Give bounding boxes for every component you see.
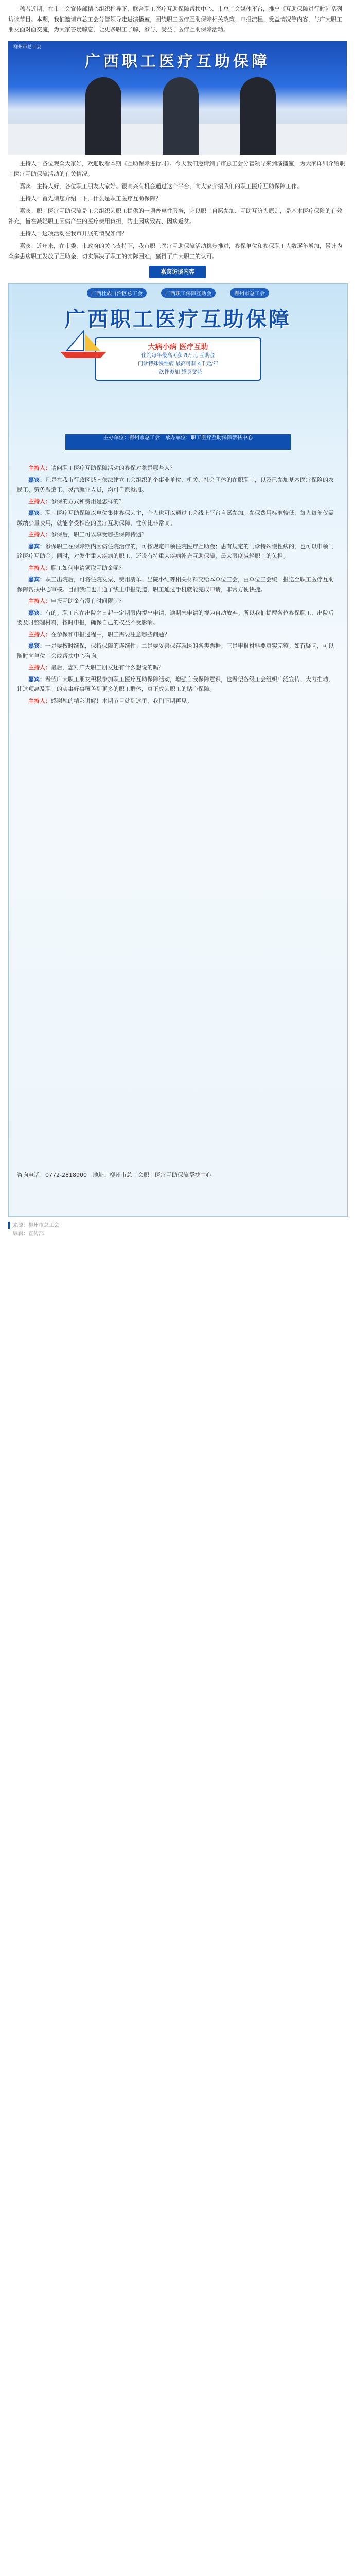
qa-paragraph [17,696,339,706]
qa-text: 职工如何申请领取互助金呢？ [51,564,125,571]
poster-card [95,337,261,381]
body-text [0,159,355,262]
qa-text: 职工医疗互助保障以单位集体参保为主，个人也可以通过工会线上平台自愿参加。参保费用标准较低，每人每年仅需缴纳少量费用，就能享受相应的医疗互助保障，性价比非常高。 [17,510,334,527]
sailboat-icon [55,329,112,360]
qa-speaker: 主持人： [28,631,51,638]
qa-speaker: 嘉宾： [28,609,45,616]
photo-person [240,77,276,155]
info-poster [8,283,348,1217]
qa-paragraph [17,475,339,495]
qa-text: 一是要按时续保，保持保障的连续性；二是要妥善保存就医的各类票据；三是申报材料要真实完整。如有疑问，可以随时向单位工会或帮扶中心咨询。 [17,642,334,659]
qa-paragraph [17,663,339,673]
qa-speaker: 嘉宾： [28,576,45,583]
poster-org: 柳州市总工会 [230,288,269,298]
poster-slogan: 大病小病 医疗互助 [148,343,208,351]
qa-speaker: 嘉宾： [28,543,45,550]
photo-org-label: 柳州市总工会 [13,45,42,50]
body-paragraph: 嘉宾：近年来，在市委、市政府的关心支持下，我市职工医疗互助保障活动稳步推进，参保单位和参保职工人数逐年增加，累计为众多患病职工发放了互助金，切实解决了职工的实际困难，赢得了广大职工的认可。 [8,243,342,260]
poster-org: 广西壮族自治区总工会 [87,288,147,298]
qa-speaker: 嘉宾： [28,642,45,649]
qa-text: 参保后，职工可以享受哪些保障待遇？ [51,531,147,538]
qa-text: 申报互助金有没有时间限制？ [51,598,125,604]
qa-text: 感谢您的精彩讲解！本期节目就到这里，我们下期再见。 [51,697,192,704]
photo-banner: 广西职工医疗互助保障 [85,53,270,71]
qa-text: 请问职工医疗互助保障活动的参保对象是哪些人？ [51,465,175,471]
footer-editor: 编辑：宣传部 [13,1231,44,1237]
qa-paragraph [17,508,339,528]
footer-source: 来源：柳州市总工会 [13,1223,59,1228]
qa-text: 凡是在我市行政区域内依法建立工会组织的企事业单位、机关、社会团体的在职职工，以及已参加基本医疗保险的农民工、劳务派遣工、灵活就业人员，均可自愿参加。 [17,476,334,493]
poster-content [17,463,339,707]
qa-paragraph [17,608,339,628]
qa-speaker: 嘉宾： [28,476,45,483]
photo-person [85,77,121,155]
qa-speaker: 主持人： [28,498,51,505]
qa-paragraph [17,630,339,640]
qa-paragraph [17,641,339,661]
qa-text: 在参保和申报过程中，职工需要注意哪些问题？ [51,631,170,638]
poster-line: 住院每年最高可获 8万元 互助金 [141,353,215,359]
poster-orgs [9,284,347,298]
qa-text: 参保职工在保障期内因病住院治疗的，可按规定申领住院医疗互助金；患有规定的门诊特殊慢性病的，也可以申领门诊医疗互助金。同时，对发生重大疾病的职工，还设有特重大疾病补充互助保障，最大限度减轻职工的负担。 [17,543,334,560]
qa-speaker: 主持人： [28,598,51,604]
poster-footer-box: 主办单位：柳州市总工会 承办单位：职工医疗互助保障帮扶中心 [65,434,291,450]
intro-text: 稿者近期，在市工会宣传部精心组织指导下，联合职工医疗互助保障帮扶中心、市总工会媒体平台，推出《互助保障进行时》系列访谈节目。本期，我们邀请市总工会分管领导走进演播室，围绕职工医疗互助保障相关政策、申报流程、受益情况等内容，与广大职工朋友面对面交流，为大家答疑解惑，让更多职工了解、参与、受益于医疗互助保障活动。 [8,6,342,33]
poster-bottom-text: 咨询电话：0772-2818900 地址：柳州市总工会职工医疗互助保障帮扶中心 [17,1172,211,1178]
studio-photo [8,41,347,155]
article-footer [0,1217,355,1243]
qa-paragraph [17,674,339,694]
body-paragraph: 主持人：各位观众大家好，欢迎收看本期《互助保障进行时》。今天我们邀请到了市总工会分管领导来到演播室，为大家详细介绍职工医疗互助保障活动的有关情况。 [8,160,345,177]
qa-paragraph [17,563,339,573]
poster-title: 广西职工医疗互助保障 [65,307,291,331]
poster-line: 门诊特殊慢性病 最高可获 4千元/年 [137,361,219,367]
section-tag: 嘉宾访谈内容 [149,266,206,278]
qa-text: 最后，您对广大职工朋友还有什么想说的吗？ [51,664,164,671]
body-paragraph: 嘉宾：职工医疗互助保障是工会组织为职工提供的一项普惠性服务，它以职工自愿参加、互助互济为原则，是基本医疗保险的有效补充，旨在减轻职工因病产生的医疗费用负担，防止因病致贫、因病返贫。 [8,208,342,225]
qa-speaker: 嘉宾： [28,510,45,516]
qa-text: 参保的方式和费用是怎样的？ [51,498,125,505]
qa-paragraph [17,574,339,595]
qa-speaker: 主持人： [28,697,51,704]
qa-paragraph [17,596,339,606]
footer-bar [8,1222,10,1229]
body-paragraph: 主持人：这项活动在我市开展的情况如何？ [20,230,127,237]
poster-line: 一次性参加 终身受益 [154,369,202,375]
qa-text: 职工出院后，可将住院发票、费用清单、出院小结等相关材料交给本单位工会，由单位工会统一报送至职工医疗互助保障帮扶中心审核。目前我们也开通了线上申报渠道，职工通过手机就能完成申请，非常方便快捷。 [17,576,334,593]
qa-text: 有的。职工应在出院之日起一定期限内提出申请，逾期未申请的视为自动放弃。所以我们提醒各位参保职工，出院后要及时整理材料，按时申报，确保自己的权益不受影响。 [17,609,334,626]
qa-speaker: 主持人： [28,564,51,571]
qa-speaker: 嘉宾： [28,675,45,683]
body-paragraph: 主持人：首先请您介绍一下，什么是职工医疗互助保障？ [20,195,161,202]
body-paragraph: 嘉宾：主持人好，各位职工朋友大家好。很高兴有机会通过这个平台，向大家介绍我们的职工医疗互助保障工作。 [20,183,303,190]
qa-speaker: 主持人： [28,465,51,471]
qa-paragraph [17,497,339,507]
qa-paragraph [17,541,339,562]
qa-paragraph [17,530,339,540]
qa-paragraph [17,463,339,473]
photo-person [163,77,199,155]
qa-speaker: 主持人： [28,531,51,538]
qa-speaker: 主持人： [28,664,51,671]
poster-org: 广西职工保障互助会 [161,288,216,298]
qa-text: 希望广大职工朋友积极参加职工医疗互助保障活动，增强自我保障意识，也希望各级工会组织广泛宣传、大力推动，让这项惠及职工的实事好事覆盖到更多的职工群体，真正成为职工的贴心保障。 [17,675,334,692]
